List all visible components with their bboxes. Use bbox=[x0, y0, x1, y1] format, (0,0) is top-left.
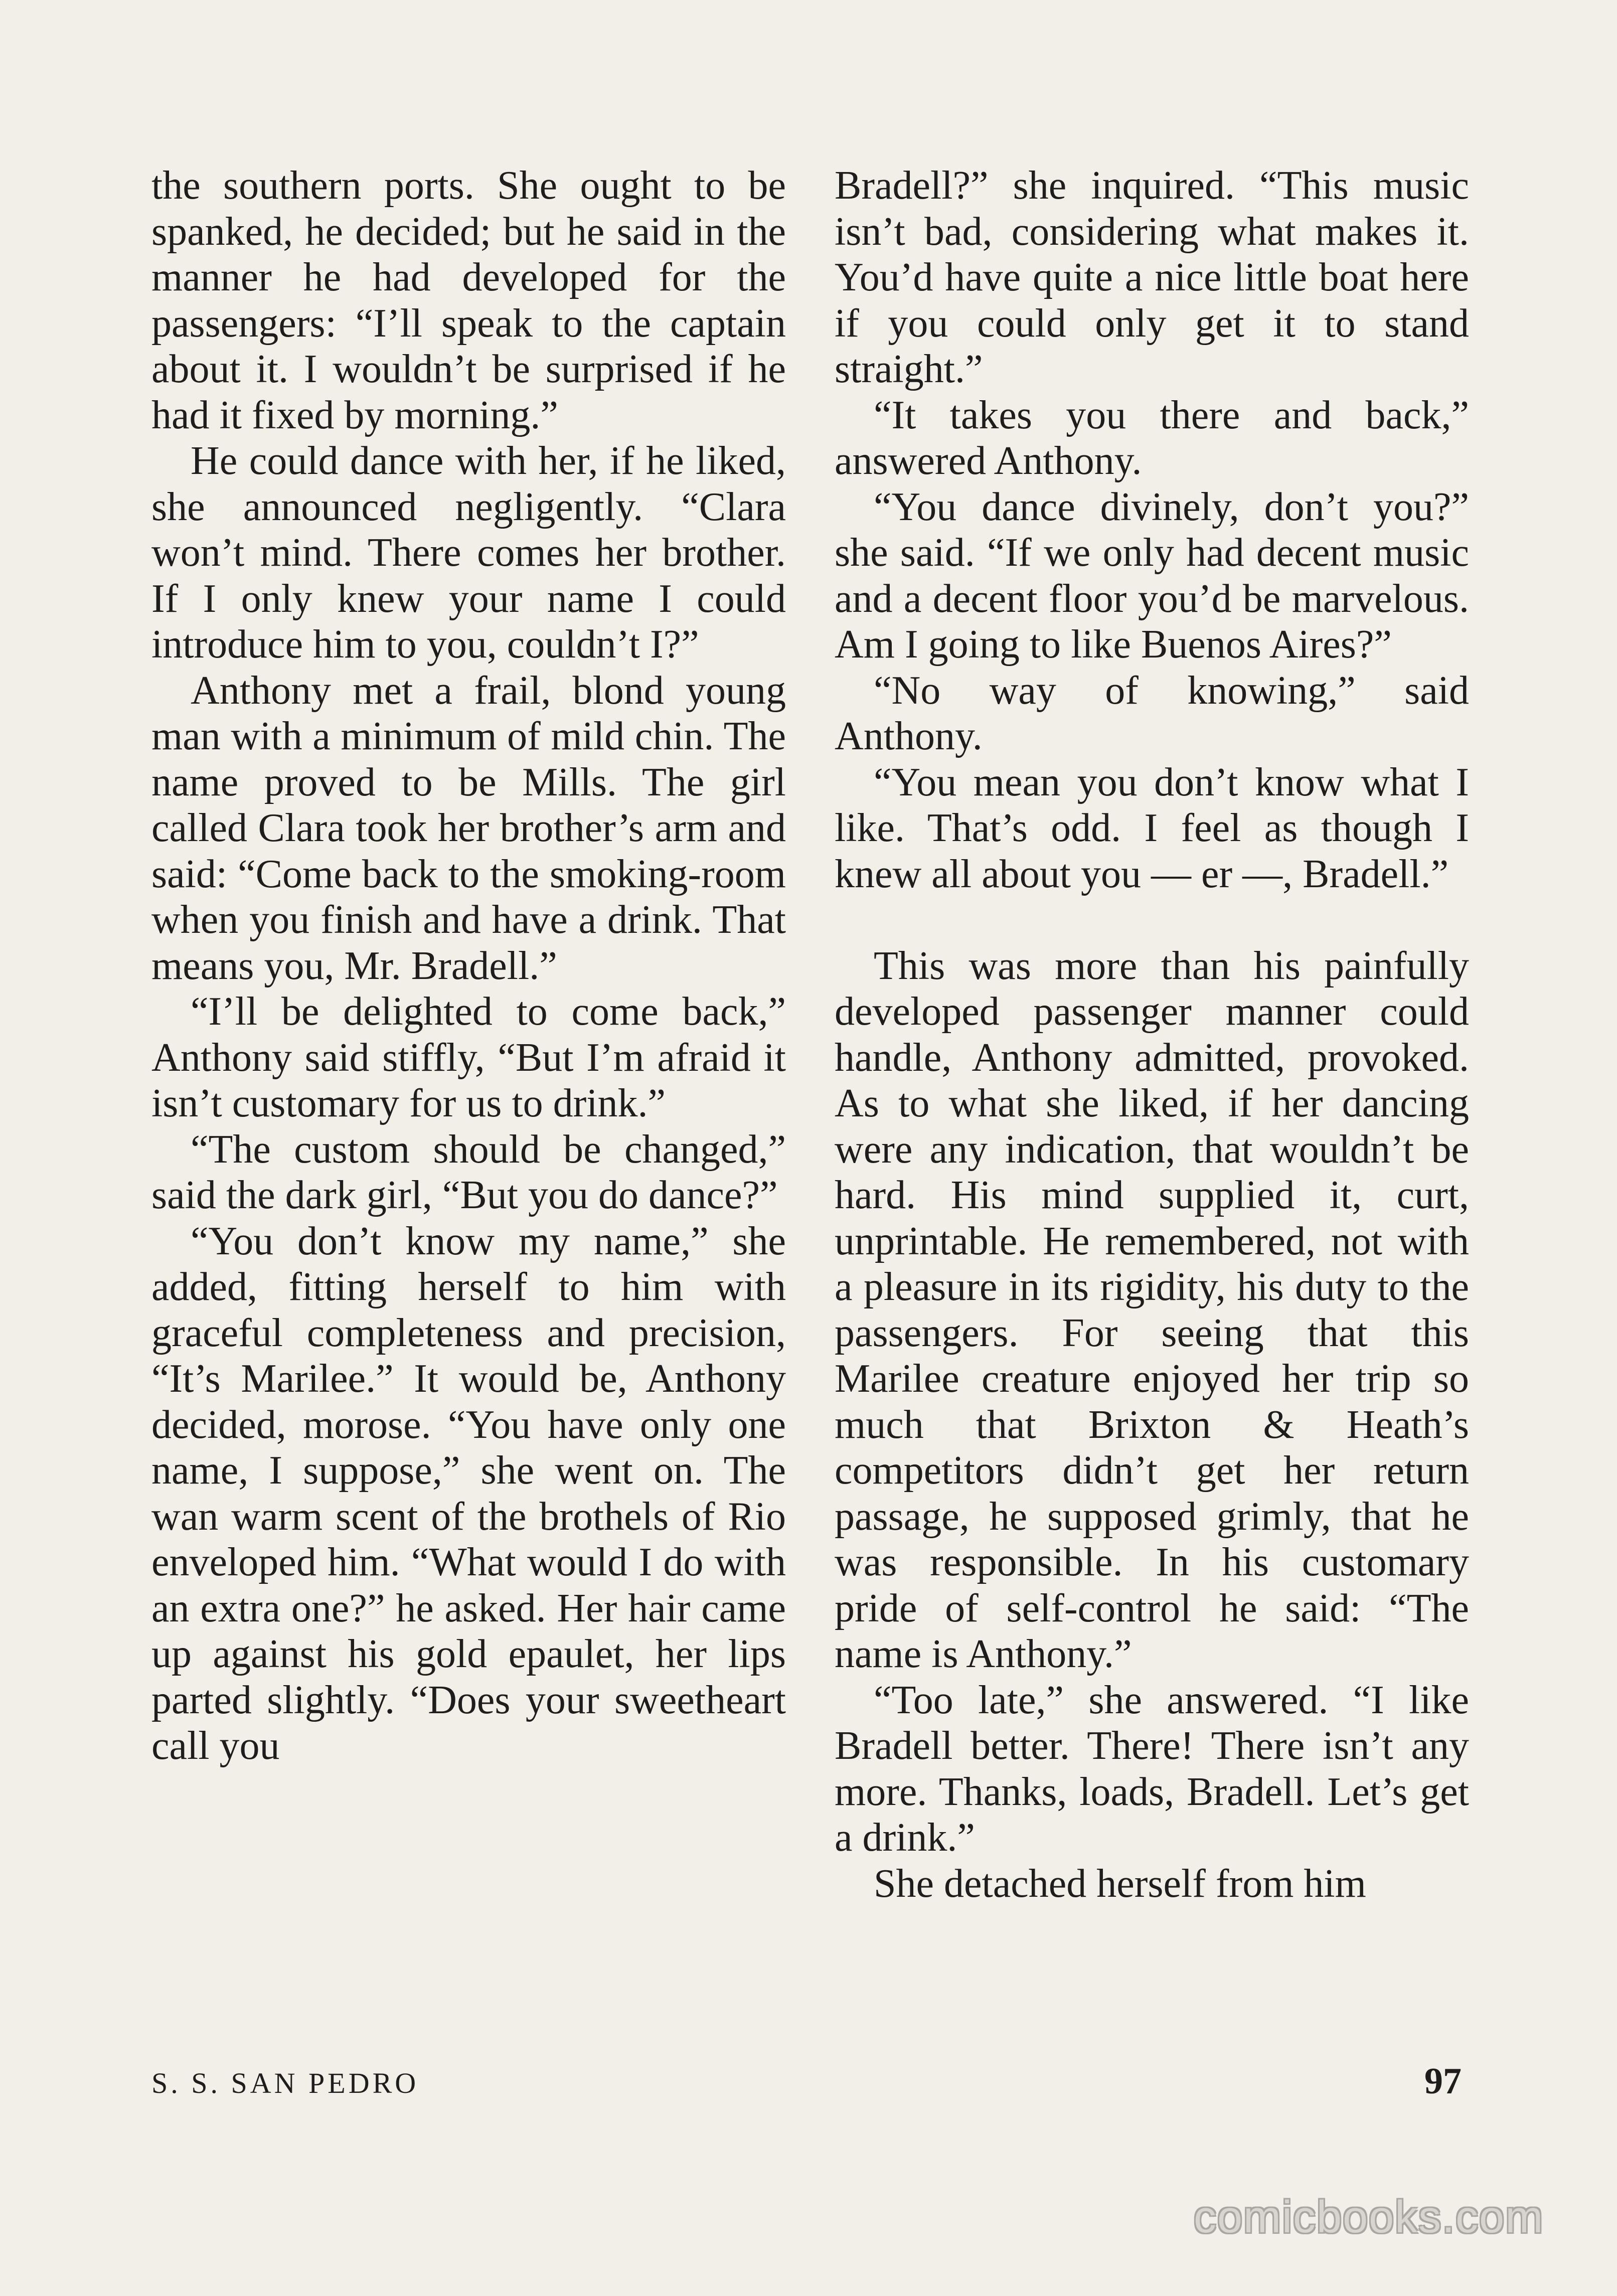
paragraph: “The custom should be changed,” said the dark girl, “But you do dance?” bbox=[151, 1127, 786, 1217]
watermark-logo: comicbooks.com bbox=[1194, 2192, 1544, 2242]
paragraph: “Too late,” she answered. “I like Bradell better. There! There isn’t any more. Thanks, loads, Bradell. Let’s get a drink.” bbox=[835, 1678, 1469, 1860]
paragraph: “You dance divinely, don’t you?” she said. “If we only had decent music and a decent floor you’d be marvelous. Am I going to like Buenos Aires?” bbox=[835, 484, 1469, 667]
paragraph: This was more than his painfully developed passenger manner could handle, Anthony admitted, provoked. As to what she liked, if her dancing were any indication, that wouldn’t be hard. His mind supplied it, curt, unprintable. He remembered, not with a pleasure in its rigidity, his duty to the passengers. For seeing that this Marilee creature enjoyed her trip so much that Brixton & Heath’s competitors didn’t get her return passage, he supposed grimly, that he was responsible. In his customary pride of self-control he said: “The name is Anthony.” bbox=[835, 943, 1469, 1676]
running-title: S. S. SAN PEDRO bbox=[151, 2067, 419, 2099]
paragraph: “You don’t know my name,” she added, fitting herself to him with graceful completeness and precision, “It’s Marilee.” It would be, Anthony decided, morose. “You have only one name, I suppose,” she went on. The wan warm scent of the brothels of Rio enveloped him. “What would I do with an extra one?” he asked. Her hair came up against his gold epaulet, her lips parted slightly. “Does your sweetheart call you bbox=[151, 1219, 786, 1768]
paragraph: “I’ll be delighted to come back,” Anthony said stiffly, “But I’m afraid it isn’t customary for us to drink.” bbox=[151, 990, 786, 1125]
paragraph: “It takes you there and back,” answered Anthony. bbox=[835, 393, 1469, 483]
paragraph: She detached herself from him bbox=[874, 1861, 1366, 1906]
paragraph: Anthony met a frail, blond young man with a minimum of mild chin. The name proved to be Mills. The girl called Clara took her brother’s arm and said: “Come back to the smoking-room when you finish and have a drink. That means you, Mr. Bradell.” bbox=[151, 668, 786, 988]
paragraph: “No way of knowing,” said Anthony. bbox=[835, 668, 1469, 758]
left-text-column bbox=[151, 163, 786, 1769]
paragraph: the southern ports. She ought to be spanked, he decided; but he said in the manner he had developed for the passengers: “I’ll speak to the captain about it. I wouldn’t be surprised if he had it fixed by morning.” bbox=[151, 163, 786, 437]
paragraph: He could dance with her, if he liked, she announced negligently. “Clara won’t mind. There comes her brother. If I only knew your name I could introduce him to you, couldn’t I?” bbox=[151, 439, 786, 667]
page-number: 97 bbox=[1424, 2061, 1462, 2102]
paragraph: Bradell?” she inquired. “This music isn’t bad, considering what makes it. You’d have quite a nice little boat here if you could only get it to stand straight.” bbox=[835, 163, 1469, 391]
paragraph: “You mean you don’t know what I like. That’s odd. I feel as though I knew all about you — er —, Bradell.” bbox=[835, 760, 1469, 896]
right-text-column bbox=[835, 163, 1469, 1907]
section-break bbox=[835, 897, 1469, 943]
